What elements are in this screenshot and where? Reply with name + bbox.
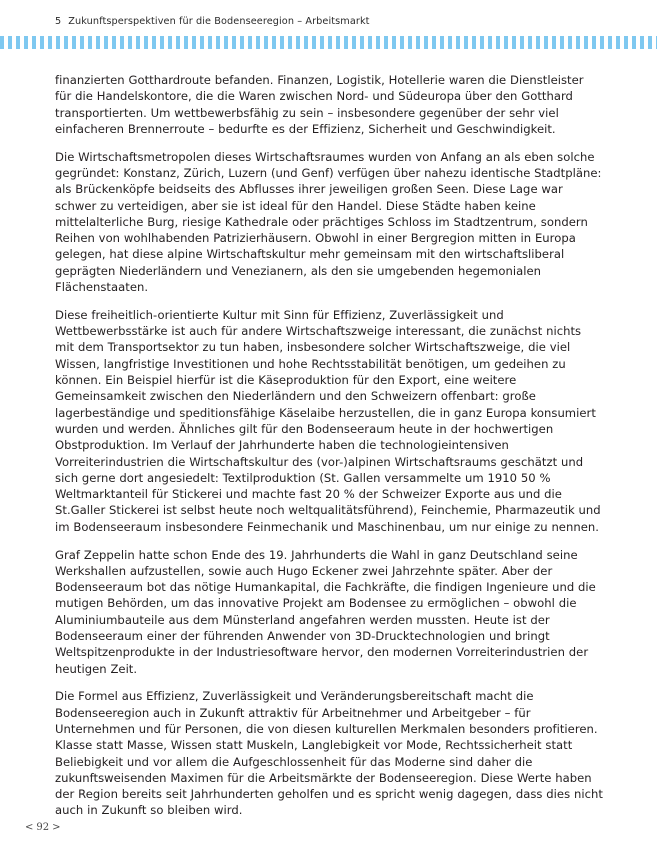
rule-tick bbox=[296, 36, 300, 49]
rule-tick bbox=[480, 36, 484, 49]
body-paragraph: Die Wirtschaftsmetropolen dieses Wirtschaftsraumes wurden von Anfang an als eben solche gegründet: Konstanz, Zürich, Luzern (und Genf) verfügen über nahezu identische Stadtpläne: als Brückenköpfe beidseits des Abflusses ihrer jeweiligen großen Seen. Diese Lage war schwer zu verteidigen, aber sie ist ideal für den Handel. Diese Städte haben keine mittelalterliche Burg, riesige Kathedrale oder prächtiges Schloss im Stadtzentrum, sondern Reihen von wohlhabenden Patrizierhäusern. Obwohl in einer Bergregion mitten in Europa gelegen, hat diese alpine Wirtschaftskultur mehr gemeinsam mit den wirtschaftsliberal geprägten Niederländern und Venezianern, als den sie umgebenden hegemonialen Flächenstaaten. bbox=[55, 149, 602, 295]
rule-tick bbox=[232, 36, 236, 49]
rule-tick bbox=[536, 36, 540, 49]
chapter-number: 5 bbox=[55, 16, 62, 27]
rule-tick bbox=[384, 36, 388, 49]
rule-tick bbox=[632, 36, 636, 49]
rule-tick bbox=[472, 36, 476, 49]
rule-tick bbox=[424, 36, 428, 49]
rule-tick bbox=[432, 36, 436, 49]
folio-left-bracket: < bbox=[25, 822, 34, 833]
rule-tick bbox=[32, 36, 36, 49]
rule-tick bbox=[16, 36, 20, 49]
rule-tick bbox=[224, 36, 228, 49]
rule-tick bbox=[200, 36, 204, 49]
rule-tick bbox=[376, 36, 380, 49]
running-head bbox=[55, 15, 370, 28]
rule-tick bbox=[256, 36, 260, 49]
rule-tick bbox=[528, 36, 532, 49]
rule-tick bbox=[512, 36, 516, 49]
rule-tick bbox=[136, 36, 140, 49]
rule-tick bbox=[464, 36, 468, 49]
rule-tick bbox=[648, 36, 652, 49]
rule-tick bbox=[80, 36, 84, 49]
body-text-column bbox=[55, 72, 603, 819]
rule-tick bbox=[96, 36, 100, 49]
rule-tick bbox=[312, 36, 316, 49]
body-paragraph: Die Formel aus Effizienz, Zuverlässigkeit und Veränderungsbereitschaft macht die Bodenseeregion auch in Zukunft attraktiv für Arbeitnehmer und Arbeitgeber – für Unternehmen und für Personen, die von diesen kulturellen Merkmalen besonders profitieren. Klasse statt Masse, Wissen statt Muskeln, Langlebigkeit vor Mode, Rechtssicherheit statt Beliebigkeit und vor allem die Aufgeschlossenheit für das Moderne sind daher die zukunftsweisenden Maximen für die Arbeitsmärkte der Bodenseeregion. Diese Werte haben der Region bereits seit Jahrhunderten geholfen und es spricht wenig dagegen, dass dies nicht auch in Zukunft so bleiben wird. bbox=[55, 689, 603, 818]
rule-tick bbox=[240, 36, 244, 49]
rule-tick bbox=[368, 36, 372, 49]
rule-tick bbox=[624, 36, 628, 49]
rule-tick bbox=[456, 36, 460, 49]
rule-tick bbox=[48, 36, 52, 49]
rule-tick bbox=[160, 36, 164, 49]
rule-tick bbox=[560, 36, 564, 49]
rule-tick bbox=[56, 36, 60, 49]
rule-tick bbox=[0, 36, 4, 49]
rule-tick bbox=[120, 36, 124, 49]
rule-tick bbox=[568, 36, 572, 49]
rule-tick bbox=[544, 36, 548, 49]
rule-tick bbox=[352, 36, 356, 49]
rule-tick bbox=[272, 36, 276, 49]
rule-tick bbox=[176, 36, 180, 49]
rule-tick bbox=[496, 36, 500, 49]
folio-right-bracket: > bbox=[52, 822, 61, 833]
rule-tick bbox=[328, 36, 332, 49]
rule-tick bbox=[184, 36, 188, 49]
rule-tick bbox=[440, 36, 444, 49]
rule-tick bbox=[8, 36, 12, 49]
rule-tick bbox=[144, 36, 148, 49]
body-paragraph: Graf Zeppelin hatte schon Ende des 19. Jahrhunderts die Wahl in ganz Deutschland seine Werkshallen aufzustellen, sowie auch Hugo Eckener zwei Jahrzehnte später. Aber der Bodenseeraum bot das nötige Humankapital, die Fachkräfte, die findigen Ingenieure und die mutigen Behörden, um das innovative Projekt am Bodensee zu ermöglichen – obwohl die Aluminiumbauteile aus dem Münsterland angefahren werden mussten. Heute ist der Bodenseeraum einer der führenden Anwender von 3D-Drucktechnologien und bringt Weltspitzenprodukte in der Industriesoftware hervor, den modernen Vorreiterindustrien der heutigen Zeit. bbox=[55, 547, 596, 676]
rule-tick bbox=[72, 36, 76, 49]
rule-tick bbox=[152, 36, 156, 49]
rule-tick bbox=[64, 36, 68, 49]
page-folio bbox=[25, 821, 61, 835]
rule-tick bbox=[88, 36, 92, 49]
rule-tick bbox=[288, 36, 292, 49]
rule-tick bbox=[216, 36, 220, 49]
rule-tick bbox=[616, 36, 620, 49]
rule-tick bbox=[104, 36, 108, 49]
rule-tick bbox=[392, 36, 396, 49]
rule-tick bbox=[608, 36, 612, 49]
rule-tick bbox=[576, 36, 580, 49]
rule-tick bbox=[320, 36, 324, 49]
rule-tick bbox=[552, 36, 556, 49]
rule-tick bbox=[400, 36, 404, 49]
body-paragraph: Diese freiheitlich-orientierte Kultur mit Sinn für Effizienz, Zuverlässigkeit und Wettbewerbsstärke ist auch für andere Wirtschaftszweige interessant, die zunächst nichts mit dem Transportsektor zu tun haben, insbesondere solcher Wirtschaftszweige, die viel Wissen, langfristige Investitionen und hohe Rechtsstabilität benötigen, um gedeihen zu können. Ein Beispiel hierfür ist die Käseproduktion für den Export, eine weitere Gemeinsamkeit zwischen den Niederländern und den Schweizern offenbart: große lagerbeständige und speditionsfähige Käselaibe herzustellen, die in ganz Europa konsumiert wurden und werden. Ähnliches gilt für den Bodenseeraum heute in der hochwertigen Obstproduktion. Im Verlauf der Jahrhunderte haben die technologieintensiven Vorreiterindustrien die Wirtschaftskultur des (vor-)alpinen Wirtschaftsraums geschätzt und sich gerne dort angesiedelt: Textilproduktion (St. Gallen versammelte um 1910 50 % Weltmarktanteil für Stickerei und machte fast 20 % der Schweizer Exporte aus und die St.Galler Stickerei ist selbst heute noch weltqualitätsführend), Feinchemie, Pharmazeutik und im Bodenseeraum insbesondere Feinmechanik und Maschinenbau, um nur einige zu nennen. bbox=[55, 307, 601, 534]
rule-tick bbox=[264, 36, 268, 49]
rule-tick bbox=[344, 36, 348, 49]
rule-tick bbox=[360, 36, 364, 49]
decorative-rule bbox=[0, 36, 657, 49]
body-paragraph: finanzierten Gotthardroute befanden. Finanzen, Logistik, Hotellerie waren die Dienstleister für die Handelskontore, die die Waren zwischen Nord- und Südeuropa über den Gotthard transportierten. Um wettbewerbsfähig zu sein – insbesondere gegenüber der sehr viel einfacheren Brennerroute – bedurfte es der Effizienz, Sicherheit und Geschwindigkeit. bbox=[55, 73, 584, 136]
rule-tick bbox=[168, 36, 172, 49]
rule-tick bbox=[640, 36, 644, 49]
rule-tick bbox=[248, 36, 252, 49]
rule-tick bbox=[600, 36, 604, 49]
rule-tick bbox=[304, 36, 308, 49]
rule-tick bbox=[416, 36, 420, 49]
rule-tick bbox=[584, 36, 588, 49]
rule-tick bbox=[592, 36, 596, 49]
chapter-title: Zukunftsperspektiven für die Bodenseeregion – Arbeitsmarkt bbox=[68, 16, 370, 27]
rule-tick bbox=[112, 36, 116, 49]
folio-page-number: 92 bbox=[36, 822, 50, 833]
rule-tick bbox=[128, 36, 132, 49]
rule-tick bbox=[280, 36, 284, 49]
rule-tick bbox=[504, 36, 508, 49]
rule-tick bbox=[448, 36, 452, 49]
rule-tick bbox=[336, 36, 340, 49]
rule-tick bbox=[208, 36, 212, 49]
rule-tick bbox=[192, 36, 196, 49]
rule-tick bbox=[24, 36, 28, 49]
rule-tick bbox=[488, 36, 492, 49]
rule-tick bbox=[520, 36, 524, 49]
rule-tick bbox=[408, 36, 412, 49]
rule-tick bbox=[40, 36, 44, 49]
